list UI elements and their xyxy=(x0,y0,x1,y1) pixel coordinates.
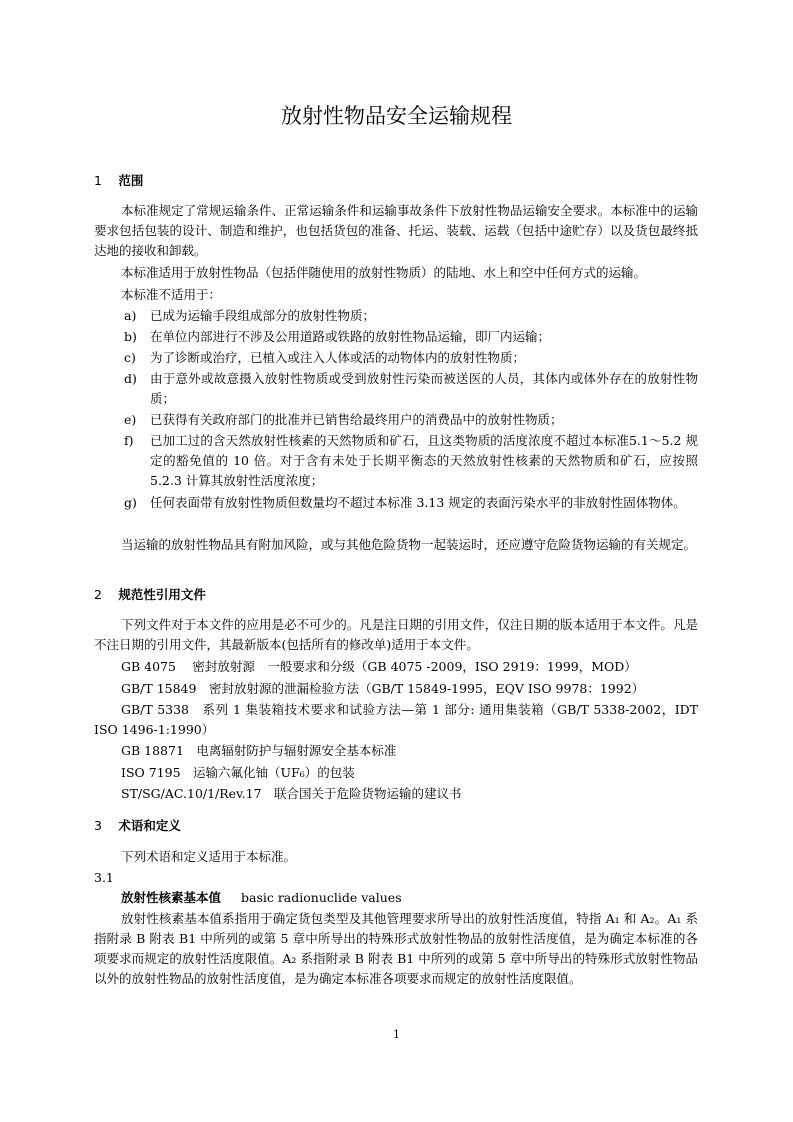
document-title: 放射性物品安全运输规程 xyxy=(281,104,512,128)
list-item-text: 由于意外或故意摄入放射性物质或受到放射性污染而被送医的人员，其体内或体外存在的放射性物质； xyxy=(150,371,698,406)
clause-number: 3.1 xyxy=(94,870,114,885)
section-1-paragraph-4: 当运输的放射性物品具有附加风险，或与其他危险货物一起装运时，还应遵守危险货物运输的有关规定。 xyxy=(121,537,697,552)
list-item-text: 已加工过的含天然放射性核素的天然物质和矿石，且这类物质的活度浓度不超过本标准5.1～5.2 规定的豁免值的 10 倍。对于含有未处于长期平衡态的天然放射性核素的天然物质和矿石，应按照 5.2.3 计算其放射性活度浓度； xyxy=(150,433,698,488)
list-item-mark: e) xyxy=(124,412,137,427)
list-item-mark: d) xyxy=(124,371,137,386)
list-item xyxy=(124,410,698,430)
list-item-mark: b) xyxy=(124,329,137,344)
section-2-number: 2 xyxy=(94,587,102,602)
list-item-text: 为了诊断或治疗，已植入或注入人体或活的动物体内的放射性物质； xyxy=(150,350,526,365)
section-2-heading xyxy=(94,585,206,605)
section-1-paragraph-2: 本标准适用于放射性物品（包括伴随使用的放射性物质）的陆地、水上和空中任何方式的运输。 xyxy=(121,265,647,280)
list-item-mark: f) xyxy=(124,433,134,448)
section-3-title: 术语和定义 xyxy=(118,818,181,833)
reference-item: GB/T 15849 密封放射源的泄漏检验方法（GB/T 15849-1995，EQV ISO 9978：1992） xyxy=(121,681,645,696)
section-1-heading xyxy=(94,171,143,191)
section-2-title: 规范性引用文件 xyxy=(118,587,206,602)
list-item xyxy=(124,327,698,347)
page-number: 1 xyxy=(393,1028,400,1041)
list-item-text: 已成为运输手段组成部分的放射性物质； xyxy=(150,308,376,323)
reference-item: GB 4075 密封放射源 一般要求和分级（GB 4075 -2009，ISO 2919：1999，MOD） xyxy=(121,659,637,674)
term-chinese: 放射性核素基本值 xyxy=(121,890,222,905)
list-item-text: 任何表面带有放射性物质但数量均不超过本标准 3.13 规定的表面污染水平的非放射性固体物体。 xyxy=(150,495,686,510)
list-item-mark: g) xyxy=(124,495,137,510)
section-3-heading xyxy=(94,816,181,836)
section-1-paragraph-3: 本标准不适用于： xyxy=(121,287,222,302)
section-1-number: 1 xyxy=(94,173,102,188)
list-item xyxy=(124,348,698,368)
list-item-text: 已获得有关政府部门的批准并已销售给最终用户的消费品中的放射性物质； xyxy=(150,412,563,427)
list-item xyxy=(124,431,698,491)
section-1-paragraph-1: 本标准规定了常规运输条件、正常运输条件和运输事故条件下放射性物品运输安全要求。本标准中的运输要求包括包装的设计、制造和维护，也包括货包的准备、托运、装载、运载（包括中途贮存）以及货包最终抵达地的接收和卸载。 xyxy=(94,203,698,258)
reference-item: ST/SG/AC.10/1/Rev.17 联合国关于危险货物运输的建议书 xyxy=(121,786,462,801)
section-1-title: 范围 xyxy=(118,173,144,188)
list-item xyxy=(124,493,698,513)
section-2-paragraph-1: 下列文件对于本文件的应用是必不可少的。凡是注日期的引用文件，仅注日期的版本适用于本文件。凡是不注日期的引用文件，其最新版本(包括所有的修改单)适用于本文件。 xyxy=(94,617,698,652)
section-3-number: 3 xyxy=(94,818,102,833)
term-english: basic radionuclide values xyxy=(240,890,402,905)
list-item-mark: a) xyxy=(124,308,137,323)
reference-item: ISO 7195 运输六氟化铀（UF₆）的包装 xyxy=(121,765,355,780)
reference-item: GB/T 5338 系列 1 集装箱技术要求和试验方法—第 1 部分: 通用集装箱（GB/T 5338-2002，IDT ISO 1496-1:1990） xyxy=(94,702,698,737)
list-item xyxy=(124,369,698,409)
list-item-mark: c) xyxy=(124,350,136,365)
section-3-paragraph-1: 下列术语和定义适用于本标准。 xyxy=(121,849,297,864)
list-item-text: 在单位内部进行不涉及公用道路或铁路的放射性物品运输，即厂内运输； xyxy=(150,329,551,344)
term-definition: 放射性核素基本值系指用于确定货包类型及其他管理要求所导出的放射性活度值，特指 A₁ 和 A₂。A₁ 系指附录 B 附表 B1 中所列的或第 5 章中所导出的特殊形式放射性物品的放射性活度值，是为确定本标准的各项要求而规定的放射性活度限值。A₂ 系指附录 B 附表 B1 中所列的或第 5 章中所导出的特殊形式放射性物品以外的放射性物品的放射性活度值，是为确定本标准各项要求而规定的放射性活度限值。 xyxy=(94,911,698,986)
term-entry xyxy=(121,888,402,908)
list-item xyxy=(124,306,698,326)
reference-item: GB 18871 电离辐射防护与辐射源安全基本标准 xyxy=(121,743,397,758)
